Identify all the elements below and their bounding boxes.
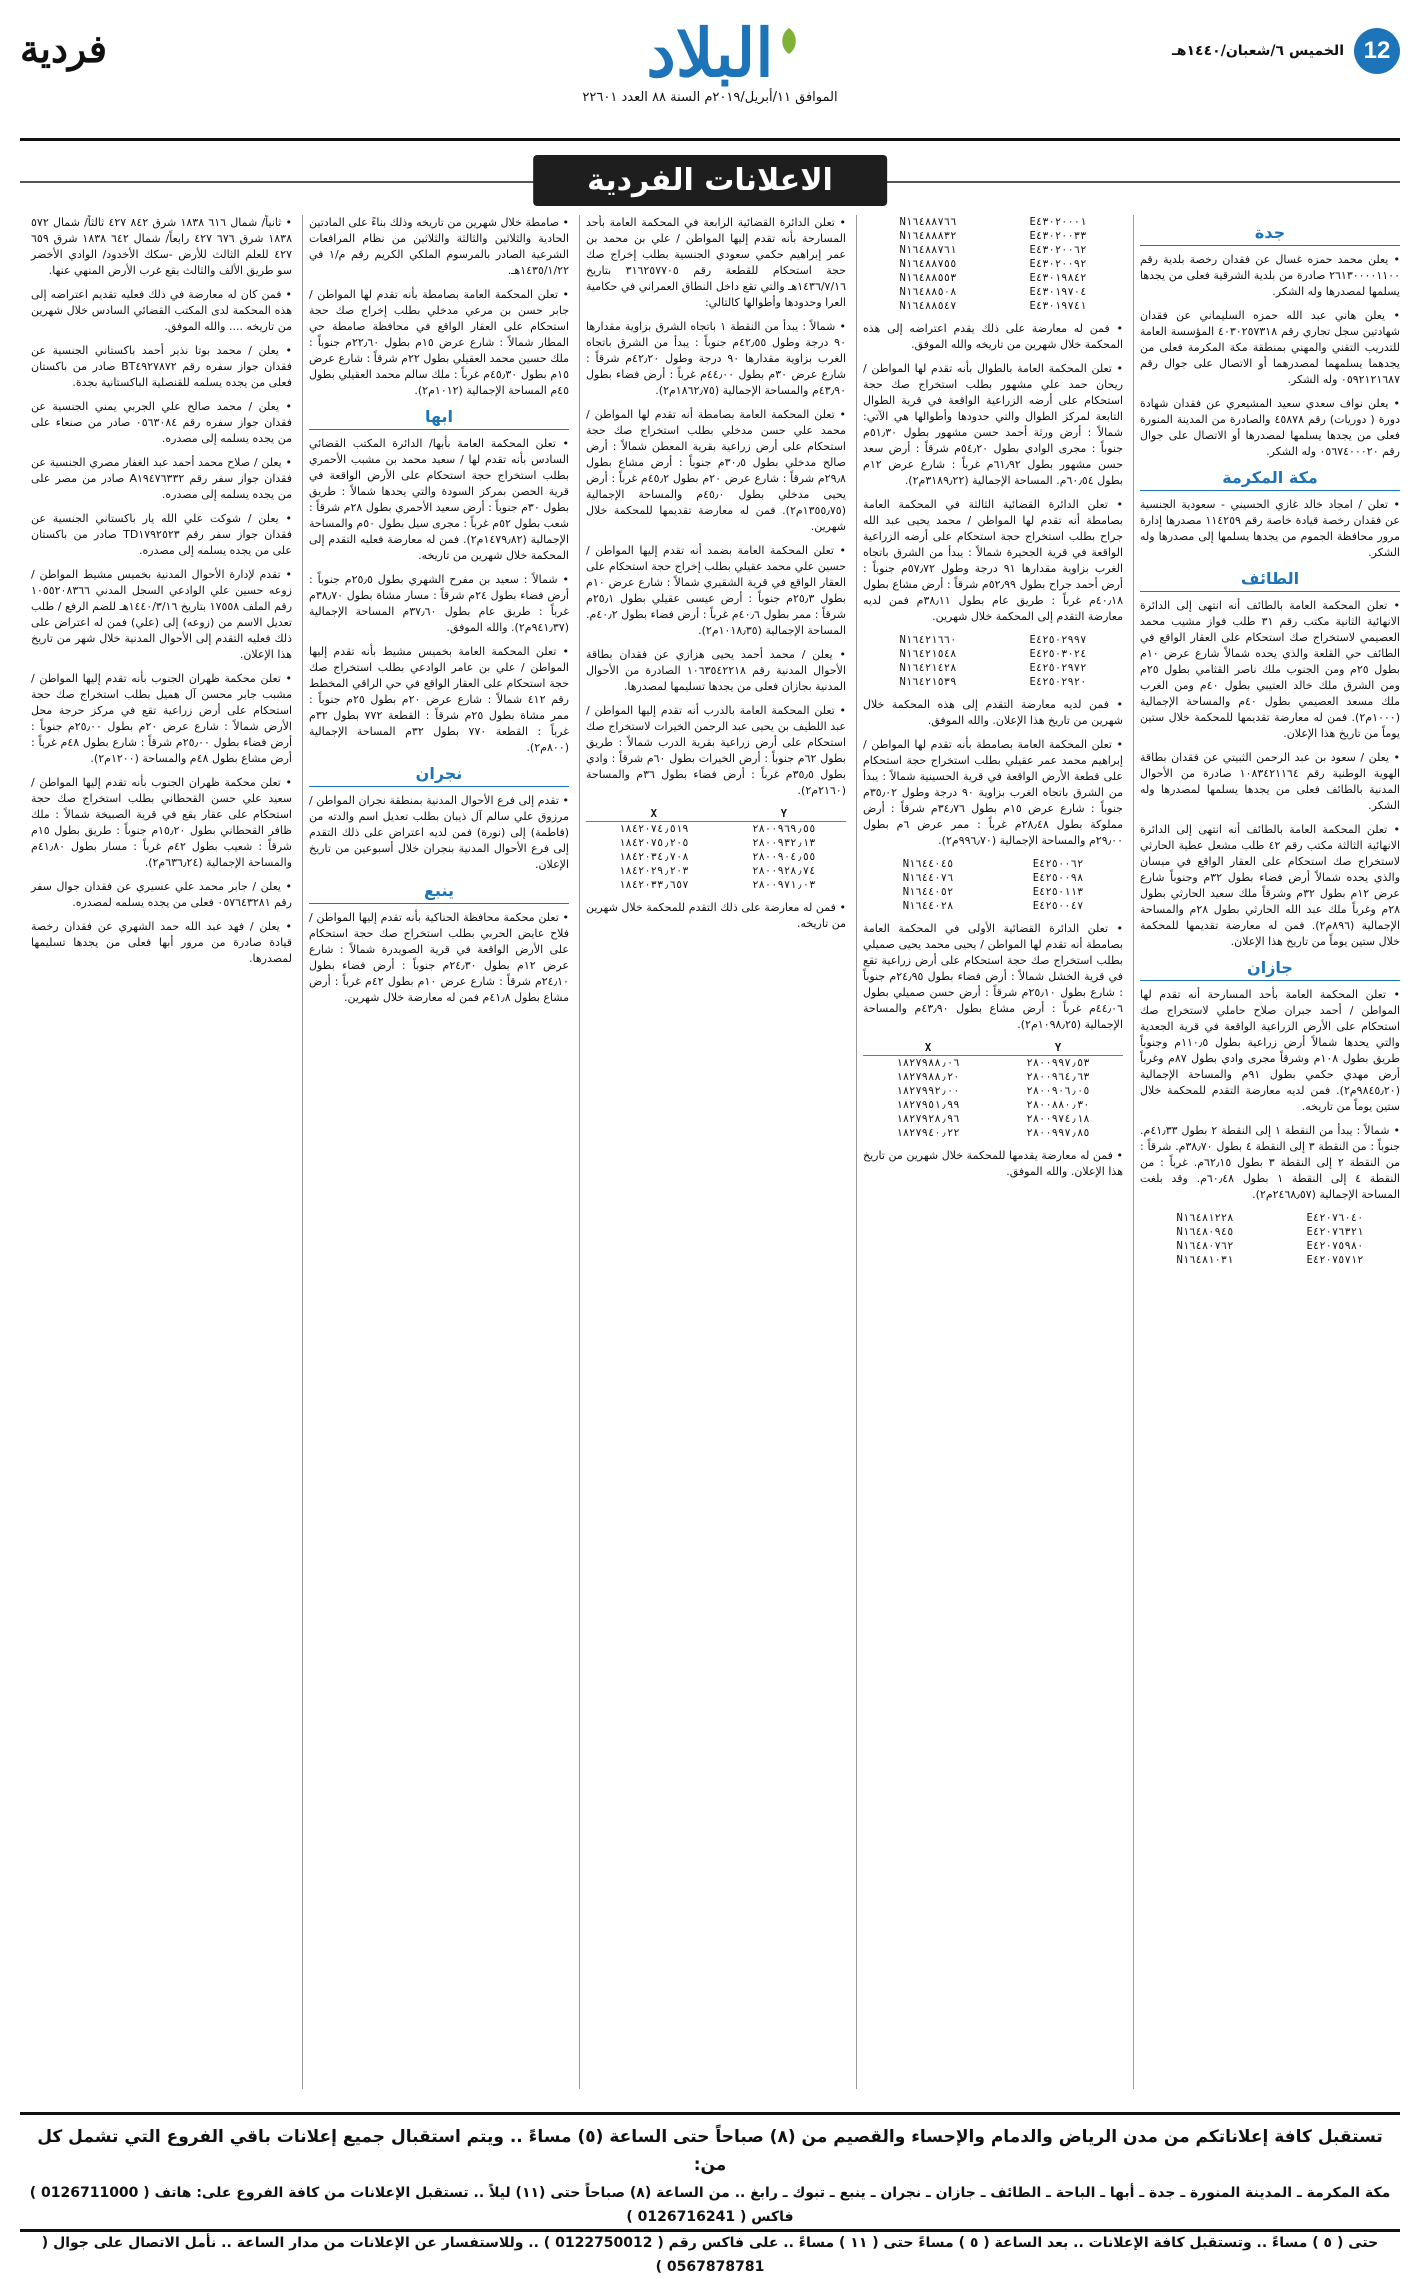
region-heading: ينبع xyxy=(309,881,569,904)
coordinate-cell: ١٨٢٧٩٥١٫٩٩ xyxy=(896,1099,960,1111)
table-row xyxy=(863,885,1123,899)
classified-ad: • تعلن محكمة ظهران الجنوب بأنه تقدم إليها المواطن / سعيد علي حسن القحطاني بطلب استخراج صك حجة استحكام على عقار يقع في قرية الصبيخة شمالاً : ملك ظافر القحطاني بطول ١٥٫٢٠م جنوباً : طريق بطول ١٥م شرقاً : شعيب بطول ٤٢م غرباً : مسار بطول ٤١٫٨٠م والمساحة الإجمالية (٦٣٦٫٢٤م٢). xyxy=(31,776,292,869)
coordinate-cell: N١٦٤٢١٦٦٠ xyxy=(899,634,957,646)
banner-title: الاعلانات الفردية xyxy=(533,155,887,206)
coordinate-cell: E٤٣٠١٩٧٠٤ xyxy=(1029,286,1087,298)
table-row xyxy=(863,1084,1123,1098)
gregorian-info: الموافق ١١/أبريل/٢٠١٩م السنة ٨٨ العدد ٢٢٦٠١ xyxy=(582,90,838,105)
coordinate-cell: E٤٣٠٢٠٠٦٢ xyxy=(1029,244,1087,256)
table-row xyxy=(863,857,1123,871)
classified-ad: • يعلن / محمد صالح علي الجربي يمني الجنسية عن فقدان جواز سفره رقم ٠٥٦٣٠٨٤ صادر من صنعاء على من يجده يسلمه إلى مصدره. xyxy=(31,400,292,445)
coordinate-cell: N١٦٤٤٠٧٦ xyxy=(902,872,954,884)
logo xyxy=(646,14,774,92)
coordinate-cell: N١٦٤٨٨٧٦١ xyxy=(899,244,957,256)
classified-ad: • شمالاً : يبدأ من النقطة ١ إلى النقطة ٢ بطول ٤١٫٣٣م. جنوباً : من النقطة ٣ إلى النقطة ٤ بطول ٣٨٫٧٠م. شرقاً : من النقطة ٢ إلى النقطة ٣ بطول ٦٢٫١٥م. غرباً : من النقطة ٤ إلى النقطة ١ بطول ٦٠٫٤٨م. وقد بلغت المساحة الإجمالية (٢٤٦٨٫٥٧م٢). xyxy=(1140,1124,1400,1201)
classified-ad: • يعلن هاني عبد الله حمزه السليماني عن فقدان شهادتين سجل تجاري رقم ٤٠٣٠٢٥٧٣١٨ المؤسسة العامة للتدريب التقني والمهني بمنطقة مكة المكرمة فعلى من يجدهما يسلمهما لمصدرهما أو الاتصال على جوال رقم ٠٥٩٢١٢١٦٨٧ وله الشكر. xyxy=(1140,309,1400,386)
classified-ad: • شمالاً : يبدأ من النقطة ١ باتجاه الشرق بزاوية مقدارها ٩٠ درجة وطول ٤٢٫٥٥م جنوباً : يبدأ من الشرق باتجاه الغرب بزاوية مقدارها ٩٠ درجة وطول ٤٢٫٢٠م شرقاً : شارع عرض ٣٠م بطول ٤٤٫٠٠م غرباً : أرض فضاء بطول ٤٣٫٩٠م والمساحة الإجمالية (١٨٦٢٫٧٥م٢). xyxy=(586,320,846,397)
table-row xyxy=(863,257,1123,271)
coordinate-cell: ١٨٢٧٩٢٨٫٩٦ xyxy=(896,1113,960,1125)
table-row xyxy=(863,1098,1123,1112)
coordinate-cell: N١٦٤٤٠٤٥ xyxy=(902,858,954,870)
coordinate-cell: ٢٨٠٠٩٠٦٫٠٥ xyxy=(1026,1085,1090,1097)
classified-ad: • يعلن / شوكت علي الله يار باكستاني الجنسية عن فقدان جواز سفر رقم TD١٧٩٢٥٢٣ صادر من باكستان على من يجده يسلمه إلى مصدره. xyxy=(31,512,292,557)
coordinate-cell: ٢٨٠٠٩٦٩٫٥٥ xyxy=(752,823,816,835)
region-heading: نجران xyxy=(309,764,569,787)
classified-ad: • تعلن المحكمة العامة بالطوال بأنه تقدم لها المواطن / ريحان حمد علي مشهور بطلب استخراج صك حجة استحكام على أرضه الزراعية الواقعة في قرية الطوال التابعة لمركز الطوال والتي حدودها وأطوالها هي الآتي: شمالاً : أرض ورثة أحمد حسن مشهور بطول ٥١٫٣٠م جنوباً : مجرى الوادي بطول ٥٤٫٢٠م شرقاً : أرض سعد حسن مشهور بطول ٦١٫٩٢م غرباً : شارع عرض ١٢م بطول ٦٠٫٥٤م. المساحة الإجمالية (٣١٨٩٫٢٢م٢). xyxy=(863,362,1123,487)
coordinate-cell: ١٨٤٢٠٣٤٫٧٠٨ xyxy=(619,851,689,863)
region-heading: ابها xyxy=(309,407,569,430)
coordinate-cell: N١٦٤٨٨٥٤٧ xyxy=(899,300,957,312)
classified-ad: • تقدم لإدارة الأحوال المدنية بخميس مشيط المواطن / زوعه حسين علي الوادعي السجل المدني ١٠٥٥٢٠٨٣٦٦ رقم الملف ١٧٥٥٨ بتاريخ ١٤٤٠/٣/١٦هـ للضم الرفع / طلب تعديل الاسم من (زوعه) إلى (علي) فمن له اعتراض على ذلك فعليه التقدم إلى الأحوال المدنية خلال شهر من تاريخ هذا الإعلان. xyxy=(31,568,292,661)
region-heading: الطائف xyxy=(1140,569,1400,592)
coordinates-table xyxy=(863,633,1123,689)
column-5 xyxy=(25,215,292,2089)
classified-ad: • فمن كان له معارضة في ذلك فعليه تقديم اعتراضه إلى هذه المحكمة لدى المكتب القضائي السادس خلال شهرين من تاريخه .... والله الموفق. xyxy=(31,288,292,333)
coordinate-cell: E٤٣٠٢٠٠٩٢ xyxy=(1029,258,1087,270)
table-row xyxy=(586,822,846,837)
coordinate-cell: N١٦٤٨٨٥٥٣ xyxy=(899,272,957,284)
classified-ad: • تعلن المحكمة العامة بأبها/ الدائرة المكتب القضائي السادس بأنه تقدم لها / سعيد محمد بن مشبب الأحمري بطلب استخراج حجة استحكام على الأرض الواقعة في قرية الحصن بمركز السودة والتي يحدها شمالاً : طريق بطول ٣٠م جنوباً : أرض سعيد الأحمري بطول ٢٨م شرقاً : شعب بطول ٥٢م غرباً : مجرى سيل بطول ٥٠م والمساحة الإجمالية (١٤٧٩٫٨٢م٢). فمن له معارضة فعليه التقدم إلى المحكمة خلال شهرين من تاريخه. xyxy=(308,437,569,562)
coordinates-table xyxy=(863,1041,1123,1140)
coordinate-cell: ٢٨٠٠٩٣٢٫١٣ xyxy=(752,837,816,849)
coordinate-cell: N١٦٤٤٠٥٢ xyxy=(902,886,954,898)
coordinate-cell: ٢٨٠٠٩٧١٫٠٣ xyxy=(752,879,816,891)
coordinate-cell: E٤٢٠٧٦٠٤٠ xyxy=(1306,1212,1364,1224)
classified-ad: • تعلن / امجاد خالد غازي الحسيني - سعودية الجنسية عن فقدان رخصة قيادة خاصة رقم ١١٤٢٥٩ مصدرها إدارة مرور محافظة الجموم من يجدها يسلمها إلى مصدرها وله الشكر. xyxy=(1140,498,1400,559)
coordinates-header: X xyxy=(586,807,722,822)
classified-ad: • تعلن محكمة ظهران الجنوب بأنه تقدم إليها المواطن / مشبب جابر محسن آل هميل بطلب استخراج صك حجة استحكام على أرض زراعية تقع في مركز حرجة محل الأرض شمالاً : شارع عرض ٢٠م بطول ٢٥٫٠٠م جنوباً : أرض فضاء بطول ٢٥٫٠٠م شرقاً : شارع بطول ٤٨م غرباً : أرض مشاع بطول ٤٨م والمساحة (١٢٠٠م٢). xyxy=(31,672,292,765)
coordinate-cell: N١٦٤٨١٠٣١ xyxy=(1176,1254,1234,1266)
column-3 xyxy=(579,215,846,2089)
classified-ad: • تعلن المحكمة العامة بصامطة أنه تقدم لها المواطن / محمد علي حسن مدخلي بطلب استخراج صك حجة استحكام على أرض زراعية بقرية المعطن شمالاً : أرض صالح مدخلي بطول ٣٠٫٥م جنوباً : أرض مشاع بطول ٢٩٫٨م شرقاً : شارع عرض ٢٠م بطول ٤٥٫٢م غرباً : أرض يحيى مدخلي بطول ٤٥٫٠م والمساحة الإجمالية (١٣٥٥٫٧٥م٢). فمن له معارضة تقديمها للمحكمة خلال شهرين. xyxy=(586,408,846,533)
table-row xyxy=(1140,1239,1400,1253)
classified-ad: • تعلن المحكمة العامة بالدرب أنه تقدم إليها المواطن / عبد اللطيف بن يحيى عبد الرحمن الخيرات لاستخراج صك استحكام على أرض زراعية بقرية الدرب شمالاً : طريق بطول ٦٢م جنوباً : أرض الخيرات بطول ٦٠م شرقاً : وادي بطول ٣٥٫٥م غرباً : أرض فضاء بطول ٣٦م والمساحة (٢١٦٠م٢). xyxy=(586,704,846,797)
masthead-center xyxy=(530,14,890,105)
coordinate-cell: N١٦٤٨٠٩٤٥ xyxy=(1176,1226,1234,1238)
classified-ad: • يعلن / جابر محمد علي عسيري عن فقدان جوال سفر رقم ٠٥٧٦٤٣٢٨١ فعلى من يجده يسلمه لمصدره. xyxy=(31,880,292,909)
classified-ad: • يعلن نواف سعدي سعيد المشيعري عن فقدان شهادة دورة ( دوريات) رقم ٤٥٨٧٨ والصادرة من المدينة المنورة فعلى من يجدها يسلمها لمصدرها أو الاتصال على جوال رقم ٠٥٦٧٤٠٠٠٢٠ وله الشكر. xyxy=(1140,397,1400,458)
table-row xyxy=(863,1126,1123,1140)
coordinate-cell: E٤٢٥٠٢٩٢٠ xyxy=(1029,676,1087,688)
coordinate-cell: ١٨٤٢٠٢٩٫٢٠٣ xyxy=(619,865,689,877)
table-row xyxy=(863,285,1123,299)
coordinates-table xyxy=(586,807,846,892)
classified-ad: • صامطة خلال شهرين من تاريخه وذلك بناءً على المادتين الحادية والثلاثين والثالثة والثلاثين من نظام المرافعات الشرعية الصادر بالمرسوم الملكي الكريم رقم م/١ في ١٤٣٥/١/٢٢هـ. xyxy=(309,216,569,277)
coordinate-cell: E٤٣٠١٩٨٤٢ xyxy=(1029,272,1087,284)
leaf-icon xyxy=(778,26,800,56)
coordinate-cell: E٤٢٥٠٠٦٢ xyxy=(1032,858,1084,870)
table-row xyxy=(586,878,846,892)
classified-ad: • فمن لديه معارضة التقدم إلى هذه المحكمة خلال شهرين من تاريخ هذا الإعلان. والله الموفق. xyxy=(863,698,1123,727)
classified-ad: • شمالاً : سعيد بن مفرح الشهري بطول ٢٥٫٥م جنوباً : أرض فضاء بطول ٢٤م شرقاً : مسار مشاة بطول ٣٨٫٧٠م غرباً : طريق عام بطول ٣٧٫٦٠م المساحة الإجمالية (٩٤١٫٣٧م٢). والله الموفق. xyxy=(309,573,569,634)
table-row xyxy=(863,299,1123,313)
classified-ad: • تعلن المحكمة العامة بصامطة بأنه تقدم لها المواطن / جابر حسن بن مرعي مدخلي بطلب إخراج صك حجة استحكام على العقار الواقع في محافظة صامطة حي المطار شمالاً : شارع عرض ١٥م بطول ٢٢٫٦٠م جنوباً : ملك حسين محمد العقيلي بطول ٢٢م شرقاً : شارع عرض ١٥م بطول ٤٥٫٣٠م غرباً : ملك سالم محمد العقيلي بطول ٤٥م المساحة الإجمالية (١٠١٢م٢). xyxy=(309,288,569,397)
section-tag: فردية xyxy=(20,26,108,71)
coordinate-cell: ١٨٢٧٩٤٠٫٢٢ xyxy=(896,1127,960,1139)
classified-ad: • فمن له معارضة يقدمها للمحكمة خلال شهرين من تاريخ هذا الإعلان. والله الموفق. xyxy=(863,1149,1123,1178)
table-row xyxy=(863,243,1123,257)
coordinate-cell: ٢٨٠٠٩٠٤٫٥٥ xyxy=(752,851,816,863)
coordinate-cell: ١٨٤٢٠٣٣٫٦٥٧ xyxy=(619,879,689,891)
coordinate-cell: E٤٢٠٧٥٧١٢ xyxy=(1306,1254,1364,1266)
coordinate-cell: ٢٨٠٠٩٢٨٫٧٤ xyxy=(752,865,816,877)
coordinate-cell: E٤٢٥٠٢٩٩٧ xyxy=(1029,634,1087,646)
table-row xyxy=(863,1070,1123,1084)
classified-ad: • فمن له معارضة على ذلك التقدم للمحكمة خلال شهرين من تاريخه. xyxy=(586,901,846,930)
classified-ad: • يعلن محمد حمزه غسال عن فقدان رخصة بلدية رقم ٢٦١٣٠٠٠٠١١٠٠ صادرة من بلدية الشرقية فعلى من يجدها يسلمها لمصدرها وله الشكر. xyxy=(1140,253,1400,298)
coordinate-cell: ١٨٢٧٩٩٢٫٠٠ xyxy=(896,1085,960,1097)
coordinates-header: X xyxy=(863,1041,993,1056)
classified-ad: • تعلن المحكمة العامة بخميس مشيط بأنه تقدم إليها المواطن / علي بن عامر الوادعي بطلب استخراج صك حجة استحكام على العقار الواقع في حي الراقي المخطط رقم ٤١٢ شمالاً : شارع عرض ٢٠م بطول ٢٥م جنوباً : ممر مشاة بطول ٢٥م شرقاً : القطعة ٧٧٢ بطول ٣٢م غرباً : القطعة ٧٧٠ بطول ٣٢م المساحة الإجمالية (٨٠٠م٢). xyxy=(309,645,569,754)
coordinate-cell: N١٦٤٨٨٨٣٢ xyxy=(899,230,957,242)
footer-line-2: مكة المكرمة ـ المدينة المنورة ـ جدة ـ أبها ـ الباحة ـ الطائف ـ جازان ـ نجران ـ ينبع ـ تبوك ـ رابغ .. من الساعة (٨) صباحاً حتى (١١) ليلاً .. تستقبل الإعلانات من كافة الفروع على: هاتف ( 0126711000 ) فاكس ( 0126716241 ) xyxy=(29,2185,1391,2225)
coordinate-cell: E٤٢٠٧٦٣٢١ xyxy=(1306,1226,1364,1238)
column-4 xyxy=(302,215,569,2089)
coordinate-cell: N١٦٤٤٠٢٨ xyxy=(902,900,954,912)
coordinate-cell: ١٨٢٧٩٨٨٫٠٦ xyxy=(896,1057,960,1069)
coordinate-cell: E٤٣٠٢٠٠٠١ xyxy=(1029,216,1087,228)
classified-ad: • تعلن الدائرة القضائية الرابعة في المحكمة العامة بأحد المسارحة بأنه تقدم إليها المواطن / علي بن محمد بن عمر إبراهيم حكمي سعودي الجنسية بطلب إخراج صك حجة استحكام للقطعة رقم ٣١٦٢٥٧٧٠٥ بتاريخ ١٤٣٦/٧/١٦هـ والتي تقع داخل النطاق العمراني في حكامية العرا وحدودها وأطوالها كالتالي: xyxy=(586,216,846,309)
coordinate-cell: E٤٣٠٢٠٠٣٣ xyxy=(1029,230,1087,242)
hijri-date: الخميس ٦/شعبان/١٤٤٠هـ xyxy=(1172,43,1344,59)
table-row xyxy=(1140,1211,1400,1225)
newspaper-page xyxy=(20,14,1400,2275)
classified-ad: • يعلن / فهد عبد الله حمد الشهري عن فقدان رخصة قيادة صادرة من مرور أبها فعلى من يجدها تسليمها لمصدرها. xyxy=(31,920,292,965)
column-2 xyxy=(856,215,1123,2089)
coordinates-table xyxy=(1140,1211,1400,1267)
table-row xyxy=(863,647,1123,661)
coordinate-cell: E٤٢٠٧٥٩٨٠ xyxy=(1306,1240,1364,1252)
masthead xyxy=(20,14,1400,141)
table-row xyxy=(863,661,1123,675)
coordinates-header: Y xyxy=(722,807,846,822)
classified-ad: • يعلن / سعود بن عبد الرحمن الثبيتي عن فقدان بطاقة الهوية الوطنية رقم ١٠٨٣٤٢١١٦٤ صادرة من الأحوال المدنية بالطائف فعلى من يجدها يسلمها لمصدرها وله الشكر. xyxy=(1140,751,1400,812)
table-row xyxy=(586,836,846,850)
table-row xyxy=(863,215,1123,229)
classified-ad: • يعلن / محمد أحمد يحيى هزازي عن فقدان بطاقة الأحوال المدنية رقم ١٠٦٣٥٤٢٢١٨ الصادرة من الأحوال المدنية بجازان فعلى من يجدها تسليمها لمصدرها. xyxy=(586,648,846,693)
classified-ad: • تعلن المحكمة العامة بأحد المسارحة أنه تقدم لها المواطن / أحمد جبران صلاح حاملي لاستخراج صك استحكام على الأرض الزراعية الواقعة في قرية الجعدية والتي يحدها شمالاً أرض زراعية بطول ١١٠٫٥م وجنوباً طريق بطول ١٠٨م وشرقاً مجرى وادي بطول ٨٧م وغرباً أرض مهدي حكمي بطول ٩١م والمساحة الإجمالية (٩٨٤٥٫٢٠م٢). فمن لديه معارضة التقدم للمحكمة خلال ستين يوماً من تاريخه. xyxy=(1140,988,1400,1113)
coordinate-cell: E٤٢٥٠٠٤٧ xyxy=(1032,900,1084,912)
table-row xyxy=(586,850,846,864)
coordinate-cell: N١٦٤٨٨٧٥٥ xyxy=(899,258,957,270)
ad-columns xyxy=(20,215,1400,2089)
coordinate-cell: N١٦٤٢١٥٣٩ xyxy=(899,676,957,688)
table-row xyxy=(863,229,1123,243)
region-heading: مكة المكرمة xyxy=(1140,468,1400,491)
coordinate-cell: ١٨٢٧٩٨٨٫٢٠ xyxy=(896,1071,960,1083)
coordinate-cell: N١٦٤٨٨٧٦٦ xyxy=(899,216,957,228)
section-banner xyxy=(20,149,1400,209)
region-heading: جدة xyxy=(1140,223,1400,246)
page-number: 12 xyxy=(1354,28,1400,74)
coordinate-cell: N١٦٤٢١٥٤٨ xyxy=(899,648,957,660)
coordinates-header: Y xyxy=(993,1041,1123,1056)
classified-ad: • تعلن المحكمة العامة بضمد أنه تقدم إليها المواطن / حسين علي محمد عقيلي بطلب إخراج حجة استحكام على العقار الواقع في قرية الشقيري شمالاً : شارع عرض ١٠م بطول ٢٥٫٣م جنوباً : أرض عيسى عقيلي بطول ٢٥٫١م شرقاً : ممر بطول ٤٠٫٦م غرباً : أرض فضاء بطول ٤٠٫٢م. المساحة الإجمالية (١٠١٨٫٣٥م٢). xyxy=(586,544,846,637)
logo-text: البلاد xyxy=(646,14,774,92)
coordinate-cell: ٢٨٠٠٩٦٤٫٦٣ xyxy=(1026,1071,1090,1083)
classified-ad: • يعلن / صلاح محمد أحمد عبد الغفار مصري الجنسية عن فقدان جواز سفر رقم A١٩٤٧٦٣٣٢ صادر من مصر على من يجده يسلمه إلى مصدره. xyxy=(31,456,292,501)
coordinate-cell: ٢٨٠٠٨٨٠٫٣٠ xyxy=(1026,1099,1090,1111)
classified-ad: • تعلن الدائرة القضائية الثالثة في المحكمة العامة بصامطة أنه تقدم لها المواطن / محمد يحيى عبد الله جراح بطلب استخراج حجة استحكام على أرضه الزراعية الواقعة في قرية الجحيرة شمالاً : يبدأ من الشرق باتجاه الغرب بزاوية مقدارها ٩١ درجة وطول ٥٧٫٧٢م جنوباً : أرض أحمد جراح بطول ٥٢٫٩٩م شرقاً : أرض مشاع بطول ٤٠٫١٨م غرباً : طريق عام بطول ٣٨٫١١م فمن لديه معارضة التقدم إلى المحكمة خلال شهرين. xyxy=(863,498,1123,623)
table-row xyxy=(863,871,1123,885)
coordinate-cell: ١٨٤٢٠٧٤٫٥١٩ xyxy=(619,823,689,835)
coordinate-cell: E٤٣٠١٩٧٤١ xyxy=(1029,300,1087,312)
coordinates-table xyxy=(863,857,1123,913)
classified-ad: • فمن له معارضة على ذلك يقدم اعتراضه إلى هذه المحكمة خلال شهرين من تاريخه والله الموفق. xyxy=(863,322,1123,351)
coordinate-cell: ٢٨٠٠٩٩٧٫٨٥ xyxy=(1026,1127,1090,1139)
footer-ad-info xyxy=(20,2112,1400,2275)
coordinate-cell: ٢٨٠٠٩٧٤٫١٨ xyxy=(1026,1113,1090,1125)
coordinate-cell: N١٦٤٨٠٧٦٢ xyxy=(1176,1240,1234,1252)
classified-ad: • ثانياً/ شمال ٦١٦ ١٨٣٨ شرق ٨٤٢ ٤٢٧ ثالثاً/ شمال ٥٧٢ ١٨٣٨ شرق ٦٧٦ ٤٢٧ رابعاً/ شمال ٦٤٢ ١٨٣٨ شرق ٦٥٩ ٤٢٧ للعلم الثالث للأرض -سكك الأخدود/ الوادي الأخضر سو طريق الألف والثالث يقع غرب الأرض المنهي عنها. xyxy=(31,216,292,277)
classified-ad: • تعلن الدائرة القضائية الأولى في المحكمة العامة بصامطة أنه تقدم لها المواطن / يحيى محمد يحيى صميلي بطلب استخراج صك حجة استحكام على أرض زراعية تقع في قرية الخشل شمالاً : أرض فضاء بطول ٢٤٫٩٥م جنوباً : شارع بطول ٢٥٫١٠م شرقاً : أرض حسن صميلي بطول ٤٤٫٠٦م غرباً : أرض مشاع بطول ٤٣٫٩٠م والمساحة الإجمالية (١٠٩٨٫٢٥م٢). xyxy=(863,922,1123,1031)
table-row xyxy=(863,675,1123,689)
classified-ad: • تقدم إلى فرع الأحوال المدنية بمنطقة نجران المواطن / مرزوق علي سالم آل ذيبان بطلب تعديل اسم والدته من (فاطمة) إلى (نورة) فمن لديه اعتراض على ذلك التقدم إلى فرع الأحوال المدنية بنجران خلال أسبوعين من تاريخ الإعلان. xyxy=(309,794,569,871)
coordinate-cell: E٤٢٥٠٢٩٧٢ xyxy=(1029,662,1087,674)
classified-ad: • تعلن المحكمة العامة بصامطة بأنه تقدم لها المواطن / إبراهيم محمد عمر عقيلي بطلب استخراج حجة استحكام على قطعة الأرض الواقعة في قرية الحسينية شمالاً : يبدأ من الشرق باتجاه الغرب بزاوية ٩٠ درجة وطول ٣٥٫٠٢م جنوباً : شارع عرض ١٥م بطول ٣٤٫٧٦م شرقاً : أرض مملوكة بطول ٢٨٫٤٨م غرباً : ممر عرض ٦م بطول ٢٩٫٠٠م والمساحة الإجمالية (٩٩٦٫٧٠م٢). xyxy=(863,738,1123,847)
coordinate-cell: ١٨٤٢٠٧٥٫٢٠٥ xyxy=(619,837,689,849)
column-1 xyxy=(1133,215,1400,2089)
table-row xyxy=(863,1056,1123,1071)
table-row xyxy=(863,899,1123,913)
classified-ad: • يعلن / محمد بوتا نذير أحمد باكستاني الجنسية عن فقدان جواز سفره رقم BT٤٩٢٧٨٧٢ صادر من باكستان فعلى من يجده يسلمه للقنصلية الباكستانية بجدة. xyxy=(31,344,292,389)
footer-line-3: حتى ( ٥ ) مساءً .. وتستقبل كافة الإعلانات .. بعد الساعة ( ٥ ) مساءً حتى ( ١١ ) مساءً .. على فاكس رقم ( 0122750012 ) .. وللاستفسار عن الإعلانات من مدار الساعة .. نأمل الاتصال على جوال ( 0567878781 ) xyxy=(41,2235,1379,2275)
table-row xyxy=(1140,1225,1400,1239)
coordinate-cell: N١٦٤٢١٤٢٨ xyxy=(899,662,957,674)
classified-ad: • تعلن محكمة محافظة الحناكية بأنه تقدم إليها المواطن / فلاح عايض الحربي بطلب استخراج صك حجة استحكام على الأرض الواقعة في قرية الصويدرة شمالاً : شارع عرض ١٢م بطول ٢٤٫٣٠م جنوباً : أرض فضاء بطول ٢٤٫١٠م شرقاً : شارع عرض ١٠م بطول ٤٢م غرباً : أرض مشاع بطول ٤١٫٨م فمن له معارضة خلال شهرين. xyxy=(309,911,569,1004)
coordinate-cell: E٤٢٥٠١١٣ xyxy=(1032,886,1084,898)
classified-ad: • تعلن المحكمة العامة بالطائف أنه انتهى إلى الدائرة الانهائية الثالثة مكتب رقم ٤٢ طلب مشعل عطية الحارثي لاستخراج صك استحكام على العقار الواقع في ميسان والذي يحده شمالاً أرض فضاء بطول ٣٢م وجنوباً شارع عرض ١٢م بطول ٣٢م وشرقاً ملك سعيد الحارثي بطول ٢٨م وغرباً ملك عبد الله الحارثي بطول ٢٨م والمساحة الإجمالية (٨٩٦م٢). فمن له معارضة تقديمها للمحكمة خلال ستين يوماً من تاريخ هذا الإعلان. xyxy=(1140,823,1400,948)
table-row xyxy=(863,1112,1123,1126)
table-row xyxy=(863,633,1123,647)
footer-line-1: تستقبل كافة إعلاناتكم من مدن الرياض والدمام والإحساء والقصيم من (٨) صباحاً حتى الساعة (٥) مساءً .. ويتم استقبال جميع إعلانات باقي الفروع التي تشمل كل من: xyxy=(37,2127,1383,2175)
table-row xyxy=(586,864,846,878)
table-row xyxy=(863,271,1123,285)
region-heading: جازان xyxy=(1140,958,1400,981)
coordinate-cell: E٤٢٥٠٠٩٨ xyxy=(1032,872,1084,884)
coordinate-cell: E٤٢٥٠٣٠٢٤ xyxy=(1029,648,1087,660)
coordinate-cell: ٢٨٠٠٩٩٧٫٥٣ xyxy=(1026,1057,1090,1069)
table-row xyxy=(1140,1253,1400,1267)
coordinates-table xyxy=(863,215,1123,313)
classified-ad: • تعلن المحكمة العامة بالطائف أنه انتهى إلى الدائرة الانهائية الثانية مكتب رقم ٣١ طلب فواز مشيب محمد العصيمي لاستخراج صك استحكام على العقار الواقع في الطائف حي القلعة والذي يحده شمالاً شارع عرض ١٠م بطول ٢٥م ومن الجنوب ملك ناصر القثامي بطول ٢٥م ومن الشرق ملك خالد العتيبي بطول ٤٠م ومن الغرب ملك مسعد العصيمي بطول ٤٠م والمساحة الإجمالية (١٠٠٠م٢). فمن له معارضة تقديمها للمحكمة خلال ستين يوماً من تاريخ هذا الإعلان. xyxy=(1140,599,1400,740)
coordinate-cell: N١٦٤٨٨٥٠٨ xyxy=(899,286,957,298)
masthead-right xyxy=(1172,28,1400,74)
coordinate-cell: N١٦٤٨١٢٢٨ xyxy=(1176,1212,1234,1224)
